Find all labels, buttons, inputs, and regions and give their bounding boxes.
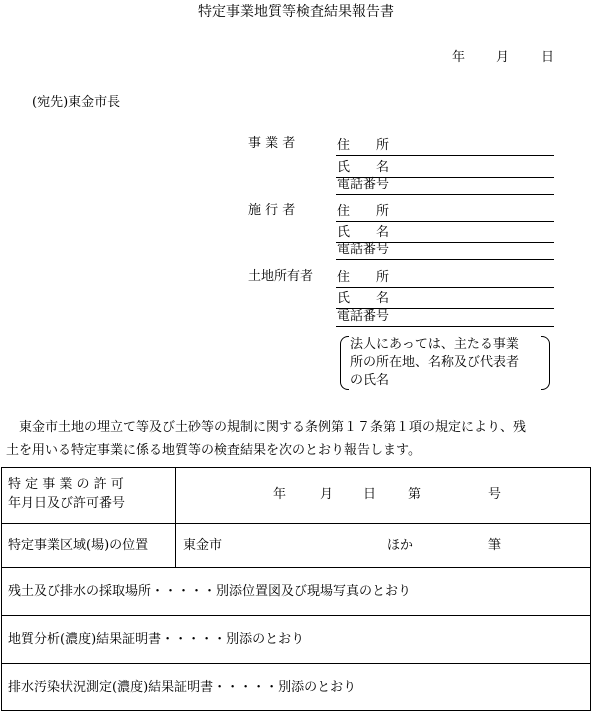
permit-day-label: 日	[363, 487, 377, 502]
field-label: 住 所	[337, 204, 390, 219]
contractor-address-field[interactable]	[336, 199, 554, 222]
landowner-address-field[interactable]	[336, 265, 554, 288]
field-label: 電話番号	[337, 242, 390, 257]
report-table	[1, 467, 591, 711]
role-contractor: 施 行 者	[248, 203, 296, 218]
permit-year-label: 年	[273, 487, 287, 502]
table-divider	[2, 615, 590, 616]
permit-number-prefix: 第	[408, 487, 422, 502]
date-year-label: 年	[452, 50, 466, 65]
field-label: 電話番号	[337, 309, 390, 324]
field-label: 住 所	[337, 138, 390, 153]
date-day-label: 日	[541, 50, 555, 65]
note-line: の氏名	[350, 373, 390, 388]
area-city: 東金市	[183, 538, 223, 553]
document-title: 特定事業地質等検査結果報告書	[198, 4, 394, 20]
table-row-wastewater-certificate: 排水汚染状況測定(濃度)結果証明書・・・・・別添のとおり	[8, 680, 357, 695]
body-paragraph-line: 東金市土地の埋立て等及び土砂等の規制に関する条例第１７条第１項の規定により、残	[6, 420, 527, 435]
date-month-label: 月	[496, 50, 510, 65]
role-business-operator: 事 業 者	[248, 136, 296, 151]
field-label: 氏 名	[337, 291, 390, 306]
table-divider	[2, 523, 590, 524]
right-bracket	[541, 336, 550, 390]
note-line: 法人にあっては、主たる事業	[350, 337, 519, 352]
area-hoka: ほか	[387, 538, 414, 553]
permit-label-line: 年月日及び許可番号	[8, 496, 126, 511]
addressee: (宛先)東金市長	[32, 95, 121, 110]
table-row-sampling-location: 残土及び排水の採取場所・・・・・別添位置図及び現場写真のとおり	[8, 584, 412, 599]
field-label: 氏 名	[337, 225, 390, 240]
area-label: 特定事業区域(場)の位置	[8, 538, 149, 553]
field-label: 電話番号	[337, 177, 390, 192]
role-landowner: 土地所有者	[248, 269, 314, 284]
table-row-geology-certificate: 地質分析(濃度)結果証明書・・・・・別添のとおり	[8, 632, 305, 647]
permit-label-line: 特 定 事 業 の 許 可	[8, 477, 124, 492]
business-operator-address-field[interactable]	[336, 133, 554, 156]
field-label: 住 所	[337, 270, 390, 285]
note-line: 所の所在地、名称及び代表者	[350, 355, 520, 370]
body-paragraph-line: 土を用いる特定事業に係る地質等の検査結果を次のとおり報告します。	[6, 443, 421, 458]
table-divider	[2, 663, 590, 664]
business-operator-phone-field[interactable]	[336, 172, 554, 195]
corporate-note	[340, 334, 550, 390]
table-column-divider	[175, 468, 176, 567]
table-divider	[2, 567, 590, 568]
permit-number-suffix: 号	[488, 487, 502, 502]
field-label: 氏 名	[337, 160, 390, 175]
permit-month-label: 月	[320, 487, 334, 502]
left-bracket	[340, 336, 349, 390]
area-hitsu: 筆	[488, 538, 502, 553]
landowner-phone-field[interactable]	[336, 304, 554, 327]
contractor-phone-field[interactable]	[336, 237, 554, 260]
